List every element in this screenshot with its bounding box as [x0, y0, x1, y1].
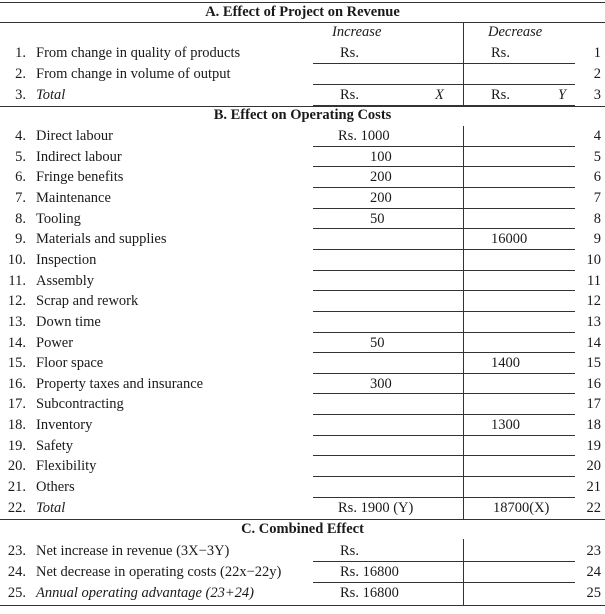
- row-number: 12.: [7, 293, 26, 309]
- row-number: 23.: [7, 543, 26, 559]
- row-label: Maintenance: [36, 190, 111, 206]
- row-label: Direct labour: [36, 128, 113, 144]
- increase-cell-rule: [313, 476, 463, 477]
- row-ref: 11: [587, 273, 601, 289]
- table-bottom-border: [0, 605, 605, 606]
- row-number: 11.: [8, 273, 26, 289]
- increase-cell-rule: [313, 414, 463, 415]
- row-ref: 16: [586, 376, 601, 392]
- row-number: 1.: [15, 45, 26, 61]
- row-label: Down time: [36, 314, 101, 330]
- row-label: Indirect labour: [36, 149, 122, 165]
- row-label: Net decrease in operating costs (22x−22y): [36, 564, 282, 580]
- row-label: Fringe benefits: [36, 169, 124, 185]
- decrease-cell-rule: [463, 311, 575, 312]
- increase-column-header: Increase: [332, 24, 382, 40]
- row-number: 6.: [15, 169, 26, 185]
- increase-value: Rs. 16800: [340, 564, 399, 580]
- section-b-title: B. Effect on Operating Costs: [213, 107, 392, 123]
- row-number: 22.: [7, 500, 26, 516]
- decrease-cell-rule: [463, 166, 575, 167]
- increase-value: Rs.: [340, 45, 359, 61]
- row-label: Safety: [36, 438, 74, 454]
- increase-value: Rs.: [340, 87, 359, 103]
- section-a-divider: [463, 22, 464, 107]
- increase-cell-rule: [313, 332, 463, 333]
- row-label: Total: [36, 87, 66, 103]
- row-label: Inventory: [36, 417, 93, 433]
- increase-variable: X: [435, 87, 444, 103]
- section-c-divider: [463, 539, 464, 605]
- increase-value: Rs. 16800: [340, 585, 399, 601]
- row-number: 5.: [15, 149, 26, 165]
- row-ref: 3: [593, 87, 601, 103]
- increase-cell-rule: [313, 270, 463, 271]
- increase-value: Rs. 1900 (Y): [338, 500, 414, 516]
- row-number: 10.: [7, 252, 26, 268]
- increase-cell-rule: [313, 455, 463, 456]
- decrease-cell-rule: [463, 476, 575, 477]
- row-ref: 12: [586, 293, 601, 309]
- row-number: 19.: [7, 438, 26, 454]
- row-ref: 8: [593, 211, 601, 227]
- decrease-cell-rule: [463, 249, 575, 250]
- row-ref: 9: [593, 231, 601, 247]
- row-ref: 18: [586, 417, 601, 433]
- increase-cell-rule: [313, 435, 463, 436]
- row-label: Power: [36, 335, 74, 351]
- section-c-title: C. Combined Effect: [241, 521, 364, 537]
- increase-value: 200: [370, 169, 392, 185]
- row-number: 14.: [7, 335, 26, 351]
- row-ref: 2: [593, 66, 601, 82]
- increase-cell-rule: [313, 63, 463, 64]
- row-ref: 17: [586, 396, 601, 412]
- increase-value: 50: [370, 211, 385, 227]
- row-number: 18.: [7, 417, 26, 433]
- decrease-variable: Y: [558, 87, 567, 103]
- increase-cell-rule: [313, 393, 463, 394]
- row-ref: 10: [586, 252, 601, 268]
- row-ref: 15: [586, 355, 601, 371]
- increase-value: Rs.: [340, 543, 359, 559]
- decrease-column-header: Decrease: [488, 24, 543, 40]
- increase-value: 300: [370, 376, 392, 392]
- row-label: From change in quality of products: [36, 45, 241, 61]
- row-ref: 7: [593, 190, 601, 206]
- row-number: 13.: [7, 314, 26, 330]
- row-ref: 4: [593, 128, 601, 144]
- row-number: 7.: [15, 190, 26, 206]
- increase-value: 200: [370, 190, 392, 206]
- increase-cell-rule: [313, 352, 463, 353]
- row-number: 24.: [7, 564, 26, 580]
- row-label: Scrap and rework: [36, 293, 139, 309]
- decrease-cell-rule: [463, 582, 575, 583]
- decrease-cell-rule: [463, 332, 575, 333]
- row-ref: 13: [586, 314, 601, 330]
- decrease-cell-rule: [463, 373, 575, 374]
- row-ref: 24: [586, 564, 601, 580]
- row-ref: 21: [586, 479, 601, 495]
- decrease-cell-rule: [463, 187, 575, 188]
- row-label: From change in volume of output: [36, 66, 231, 82]
- row-number: 8.: [15, 211, 26, 227]
- row-label: Subcontracting: [36, 396, 124, 412]
- decrease-value: Rs.: [491, 45, 510, 61]
- increase-value: 50: [370, 335, 385, 351]
- row-number: 3.: [15, 87, 26, 103]
- increase-cell-rule: [313, 228, 463, 229]
- decrease-cell-rule: [463, 208, 575, 209]
- decrease-cell-rule: [463, 455, 575, 456]
- row-ref: 14: [586, 335, 601, 351]
- row-label: Total: [36, 500, 66, 516]
- row-ref: 23: [586, 543, 601, 559]
- row-label: Net increase in revenue (3X−3Y): [36, 543, 230, 559]
- decrease-cell-rule: [463, 435, 575, 436]
- row-ref: 1: [593, 45, 601, 61]
- row-label: Inspection: [36, 252, 97, 268]
- row-ref: 19: [586, 438, 601, 454]
- decrease-value: 18700(X): [493, 500, 550, 516]
- decrease-value: 16000: [491, 231, 528, 247]
- row-number: 25.: [7, 585, 26, 601]
- row-label: Property taxes and insurance: [36, 376, 204, 392]
- row-ref: 5: [593, 149, 601, 165]
- row-number: 2.: [15, 66, 26, 82]
- increase-value: Rs. 1000: [338, 128, 390, 144]
- row-number: 4.: [15, 128, 26, 144]
- row-ref: 20: [586, 458, 601, 474]
- increase-value: 100: [370, 149, 392, 165]
- decrease-cell-rule: [463, 290, 575, 291]
- increase-cell-rule: [313, 208, 463, 209]
- row-ref: 22: [586, 500, 601, 516]
- decrease-cell-rule: [463, 63, 575, 64]
- decrease-cell-rule: [463, 393, 575, 394]
- decrease-value: 1300: [491, 417, 520, 433]
- decrease-cell-rule: [463, 561, 575, 562]
- section-a-title: A. Effect of Project on Revenue: [205, 4, 400, 20]
- increase-cell-rule: [313, 311, 463, 312]
- increase-cell-rule: [313, 290, 463, 291]
- row-label: Tooling: [36, 211, 81, 227]
- row-label: Flexibility: [36, 458, 97, 474]
- decrease-value: 1400: [491, 355, 520, 371]
- section-b-divider: [463, 126, 464, 519]
- row-label: Assembly: [36, 273, 94, 289]
- row-number: 17.: [7, 396, 26, 412]
- row-number: 20.: [7, 458, 26, 474]
- row-ref: 6: [593, 169, 601, 185]
- row-ref: 25: [586, 585, 601, 601]
- row-number: 15.: [7, 355, 26, 371]
- row-label: Annual operating advantage (23+24): [36, 585, 254, 601]
- row-label: Materials and supplies: [36, 231, 167, 247]
- decrease-value: Rs.: [491, 87, 510, 103]
- row-number: 16.: [7, 376, 26, 392]
- row-label: Others: [36, 479, 75, 495]
- row-number: 9.: [15, 231, 26, 247]
- decrease-cell-rule: [463, 270, 575, 271]
- increase-cell-rule: [313, 249, 463, 250]
- decrease-cell-rule: [463, 146, 575, 147]
- row-label: Floor space: [36, 355, 104, 371]
- row-number: 21.: [7, 479, 26, 495]
